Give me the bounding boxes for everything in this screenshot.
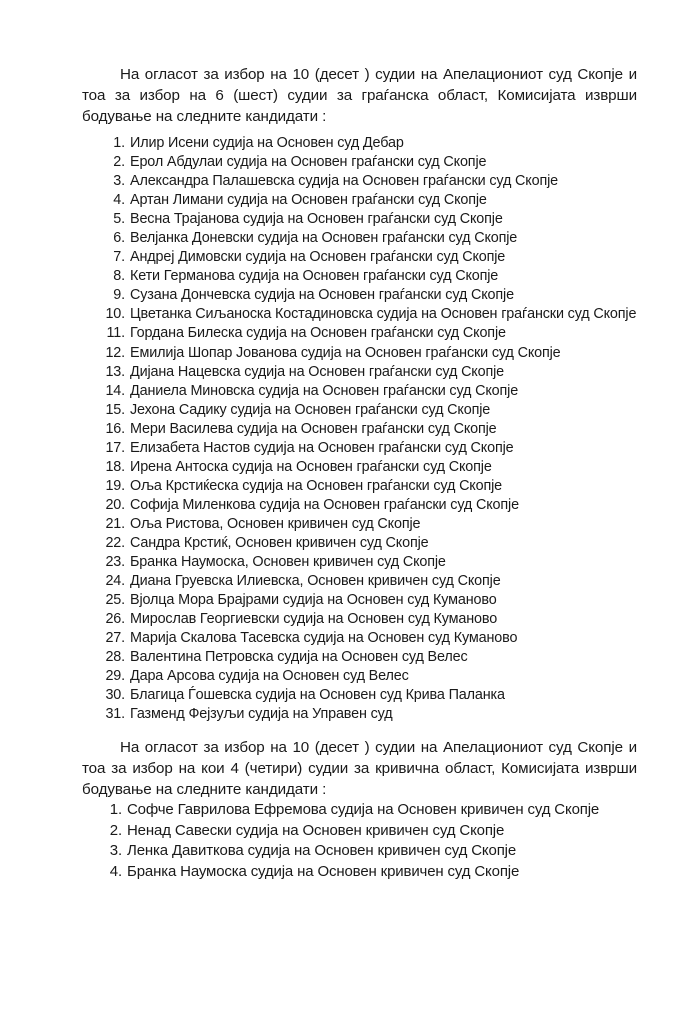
list-item: 16. Мери Василева судија на Основен граѓански суд Скопје (105, 420, 497, 437)
list-item: 13. Дијана Нацевска судија на Основен граѓански суд Скопје (105, 363, 505, 380)
list-item: 21. Оља Ристова, Основен кривичен суд Скопје (105, 515, 421, 532)
list-item: 17. Елизабета Настов судија на Основен граѓански суд Скопје (105, 439, 514, 456)
section1-intro: На огласот за избор на 10 (десет ) судии на Апелациониот суд Скопје и тоа за избор на 6 (шест) судии за граѓанска област, Комисијата изврши бодување на следните кандидати : (82, 66, 637, 126)
list-item: 18. Ирена Антоска судија на Основен граѓански суд Скопје (105, 458, 492, 475)
list-item: 3. Ленка Давиткова судија на Основен кривичен суд Скопје (109, 842, 517, 859)
list-item: 22. Сандра Крстиќ, Основен кривичен суд Скопје (105, 534, 429, 551)
list-item: 27. Марија Скалова Тасевска судија на Основен суд Куманово (105, 630, 518, 647)
list-item: 10. Цветанка Сиљаноска Костадиновска судија на Основен граѓански суд Скопје (105, 306, 637, 323)
list-item: 12. Емилија Шопар Јованова судија на Основен граѓански суд Скопје (105, 344, 561, 361)
section2-intro: На огласот за избор на 10 (десет ) судии на Апелациониот суд Скопје и тоа за избор на кои 4 (четири) судии за кривична област, Комисијата изврши бодување на следните кандидати : (82, 739, 637, 799)
list-item: 20. Софија Миленкова судија на Основен граѓански суд Скопје (105, 496, 519, 513)
list-item: 19. Оља Крстиќеска судија на Основен граѓански суд Скопје (105, 477, 503, 494)
list-item: 14. Даниела Миновска судија на Основен граѓански суд Скопје (105, 382, 519, 399)
list-item: 23. Бранка Наумоска, Основен кривичен суд Скопје (105, 554, 446, 571)
list-item: 3. Александра Палашевска судија на Основен граѓански суд Скопје (113, 173, 558, 190)
list-item: 2. Ненад Савески судија на Основен кривичен суд Скопје (109, 821, 505, 839)
list-item: 2. Ерол Абдулаи судија на Основен граѓански суд Скопје (113, 154, 487, 171)
list-item: 26. Мирослав Георгиевски судија на Основен суд Куманово (105, 611, 498, 628)
list-item: 29. Дара Арсова судија на Основен суд Велес (105, 668, 409, 685)
list-item: 6. Велјанка Доневски судија на Основен граѓански суд Скопје (113, 230, 518, 247)
list-item: 31. Газменд Фејзуљи судија на Управен суд (105, 706, 393, 723)
list-item: 5. Весна Трајанова судија на Основен граѓански суд Скопје (113, 211, 503, 228)
list-item: 4. Бранка Наумоска судија на Основен кривичен суд Скопје (109, 862, 520, 880)
list-item: 4. Артан Лимани судија на Основен граѓански суд Скопје (113, 192, 487, 209)
list-item: 30. Благица Ѓошевска судија на Основен суд Крива Паланка (105, 687, 505, 704)
list-item: 9. Сузана Дончевска судија на Основен граѓански суд Скопје (113, 287, 514, 304)
list-item: 7. Андреј Димовски судија на Основен граѓански суд Скопје (113, 249, 506, 266)
list-item: 28. Валентина Петровска судија на Основен суд Велес (105, 649, 468, 666)
list-item: 25. Вјолца Мора Брајрами судија на Основен суд Куманово (105, 592, 497, 609)
list-item: 15. Јехона Садику судија на Основен граѓански суд Скопје (105, 401, 491, 418)
list-item: 8. Кети Германова судија на Основен граѓански суд Скопје (113, 268, 499, 285)
section2-candidate-list (98, 800, 599, 882)
list-item: 1. Илир Исени судија на Основен суд Дебар (113, 135, 404, 151)
section1-candidate-list (101, 134, 636, 724)
list-item: 24. Диана Груевска Илиевска, Основен кривичен суд Скопје (105, 573, 501, 590)
list-item: 1. Софче Гаврилова Ефремова судија на Основен кривичен суд Скопје (109, 801, 600, 818)
list-item: 11. Гордана Билеска судија на Основен граѓански суд Скопје (106, 325, 506, 342)
